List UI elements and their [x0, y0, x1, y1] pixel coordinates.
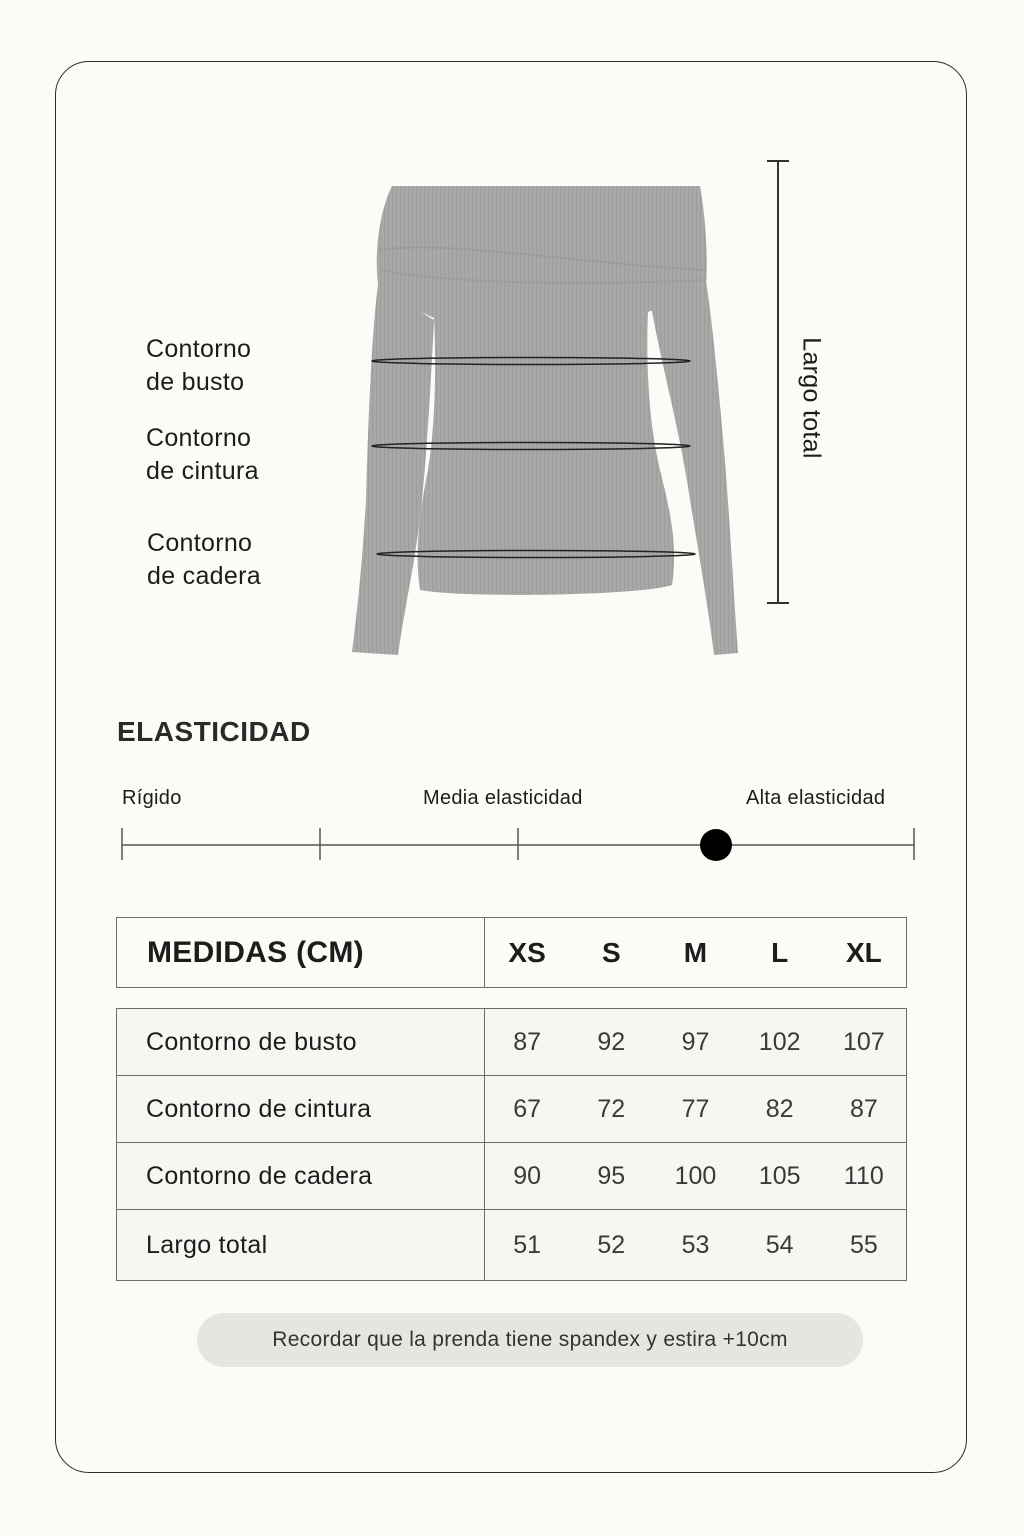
length-measure-line — [767, 161, 789, 603]
row-label: Largo total — [117, 1210, 485, 1281]
table-title: MEDIDAS (CM) — [117, 918, 485, 988]
cell-value: 82 — [765, 1094, 794, 1123]
left-sleeve — [352, 285, 434, 655]
size-xl: XL — [845, 936, 882, 968]
elasticity-scale — [110, 820, 930, 870]
cell-value: 87 — [849, 1094, 878, 1123]
elasticity-title: ELASTICIDAD — [117, 716, 311, 747]
table-row — [117, 1143, 907, 1210]
size-xs: XS — [508, 936, 546, 968]
cell-value: 55 — [849, 1230, 878, 1259]
table-row — [117, 1210, 907, 1281]
cell-value: 105 — [758, 1161, 801, 1190]
cell-value: 90 — [513, 1161, 541, 1190]
row-label: Contorno de cadera — [117, 1143, 485, 1210]
elasticity-marker — [700, 829, 732, 861]
size-columns — [485, 937, 906, 969]
cell-value: 92 — [597, 1027, 626, 1056]
cell-value: 107 — [842, 1027, 885, 1056]
cell-value: 72 — [597, 1094, 626, 1123]
scale-label-medium: Media elasticidad — [423, 787, 583, 809]
table-row — [117, 1076, 907, 1143]
cell-value: 52 — [597, 1230, 626, 1259]
waist-label: Contorno de cintura — [146, 424, 259, 485]
row-label: Contorno de busto — [117, 1009, 485, 1076]
cell-value: 97 — [681, 1027, 710, 1056]
cell-value: 87 — [513, 1027, 541, 1056]
spandex-note: Recordar que la prenda tiene spandex y estira +10cm — [197, 1313, 863, 1367]
cell-value: 53 — [681, 1230, 710, 1259]
bust-label: Contorno de busto — [146, 335, 252, 396]
scale-label-high: Alta elasticidad — [746, 787, 886, 809]
hip-label: Contorno de cadera — [147, 529, 261, 590]
size-l: L — [771, 936, 789, 968]
size-s: S — [601, 936, 621, 968]
size-table-header — [116, 917, 907, 988]
right-sleeve — [650, 280, 738, 655]
size-table — [116, 1008, 907, 1281]
length-label: Largo total — [797, 337, 826, 459]
cell-value: 77 — [681, 1094, 710, 1123]
table-row — [117, 1009, 907, 1076]
cell-value: 67 — [513, 1094, 541, 1123]
cell-value: 95 — [597, 1161, 626, 1190]
cell-value: 54 — [765, 1230, 794, 1259]
row-label: Contorno de cintura — [117, 1076, 485, 1143]
cell-value: 110 — [843, 1161, 884, 1190]
cell-value: 100 — [674, 1161, 717, 1190]
size-m: M — [683, 936, 708, 968]
scale-label-rigid: Rígido — [122, 787, 182, 809]
cell-value: 51 — [513, 1230, 541, 1259]
cell-value: 102 — [758, 1027, 801, 1056]
